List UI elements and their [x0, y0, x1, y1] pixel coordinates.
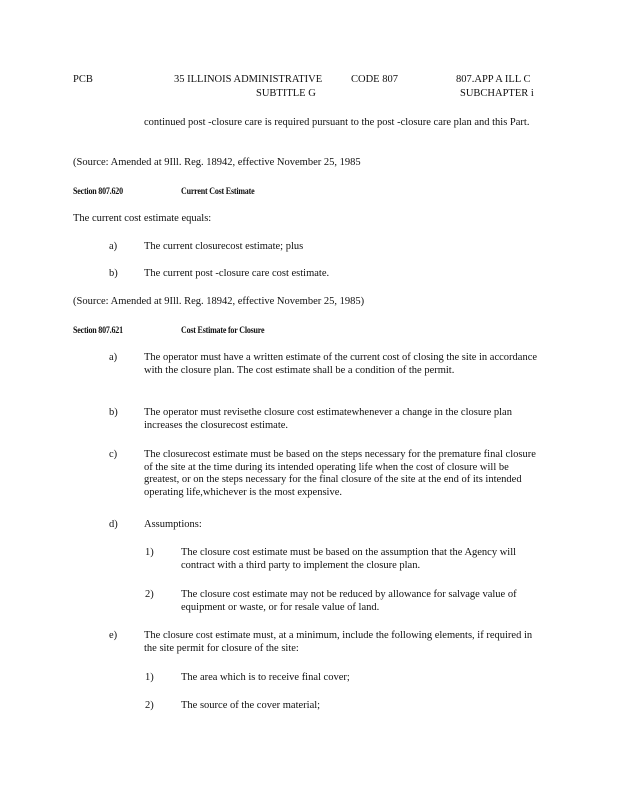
item-621-c-text: The closurecost estimate must be based on the steps necessary for the premature final closure of the site at the time during its intended operating life when the cost of closure will be greatest, or on the steps necessary for the final closure of the site at the end of its intended operating life,whichever is the most expensive. — [144, 449, 536, 498]
item-621-c-label: c) — [109, 449, 118, 460]
item-621-a-text: The operator must have a written estimate of the current cost of closing the site in accordance with the closure plan. The cost estimate shall be a condition of the permit. — [144, 352, 538, 376]
element-1-label: 1) — [145, 672, 154, 683]
section-620-number: Section 807.620 — [73, 186, 123, 197]
item-620-a-text: The current closurecost estimate; plus — [144, 241, 304, 252]
item-621-a-label: a) — [109, 352, 118, 363]
header-code: CODE 807 — [351, 74, 398, 85]
item-621-b-text: The operator must revisethe closure cost estimatewhenever a change in the closure plan increases the closurecost estimate. — [144, 407, 512, 431]
continued-paragraph: continued post -closure care is required pursuant to the post -closure care plan and this Part. — [144, 117, 530, 128]
item-620-b-label: b) — [109, 268, 118, 279]
header-left: PCB — [73, 74, 93, 85]
source-note-2: (Source: Amended at 9Ill. Reg. 18942, effective November 25, 1985) — [73, 296, 365, 307]
element-2-text: The source of the cover material; — [181, 700, 321, 711]
item-621-d-text: Assumptions: — [144, 519, 202, 530]
header-right-line2: SUBCHAPTER i — [460, 88, 534, 99]
item-621-b-label: b) — [109, 407, 118, 418]
element-1-text: The area which is to receive final cover; — [181, 672, 350, 683]
item-621-d-label: d) — [109, 519, 118, 530]
header-title-line1: 35 ILLINOIS ADMINISTRATIVE — [174, 74, 323, 85]
assumption-1-text: The closure cost estimate must be based on the assumption that the Agency will contract with a third party to implement the closure plan. — [181, 547, 517, 571]
header-title-line2: SUBTITLE G — [256, 88, 316, 99]
assumption-2-text: The closure cost estimate may not be reduced by allowance for salvage value of equipment or waste, or for resale value of land. — [181, 589, 517, 613]
element-2-label: 2) — [145, 700, 154, 711]
assumption-1-label: 1) — [145, 547, 154, 558]
section-620-title: Current Cost Estimate — [181, 186, 255, 197]
item-620-a-label: a) — [109, 241, 118, 252]
item-621-e-text: The closure cost estimate must, at a minimum, include the following elements, if required in the site permit for closure of the site: — [144, 630, 533, 654]
item-621-e-label: e) — [109, 630, 118, 641]
section-620-text: The current cost estimate equals: — [73, 213, 212, 224]
section-621-number: Section 807.621 — [73, 325, 123, 336]
source-note-1: (Source: Amended at 9Ill. Reg. 18942, effective November 25, 1985 — [73, 157, 361, 168]
assumption-2-label: 2) — [145, 589, 154, 600]
item-620-b-text: The current post -closure care cost estimate. — [144, 268, 330, 279]
section-621-title: Cost Estimate for Closure — [181, 325, 265, 336]
header-right-line1: 807.APP A ILL C — [456, 74, 531, 85]
